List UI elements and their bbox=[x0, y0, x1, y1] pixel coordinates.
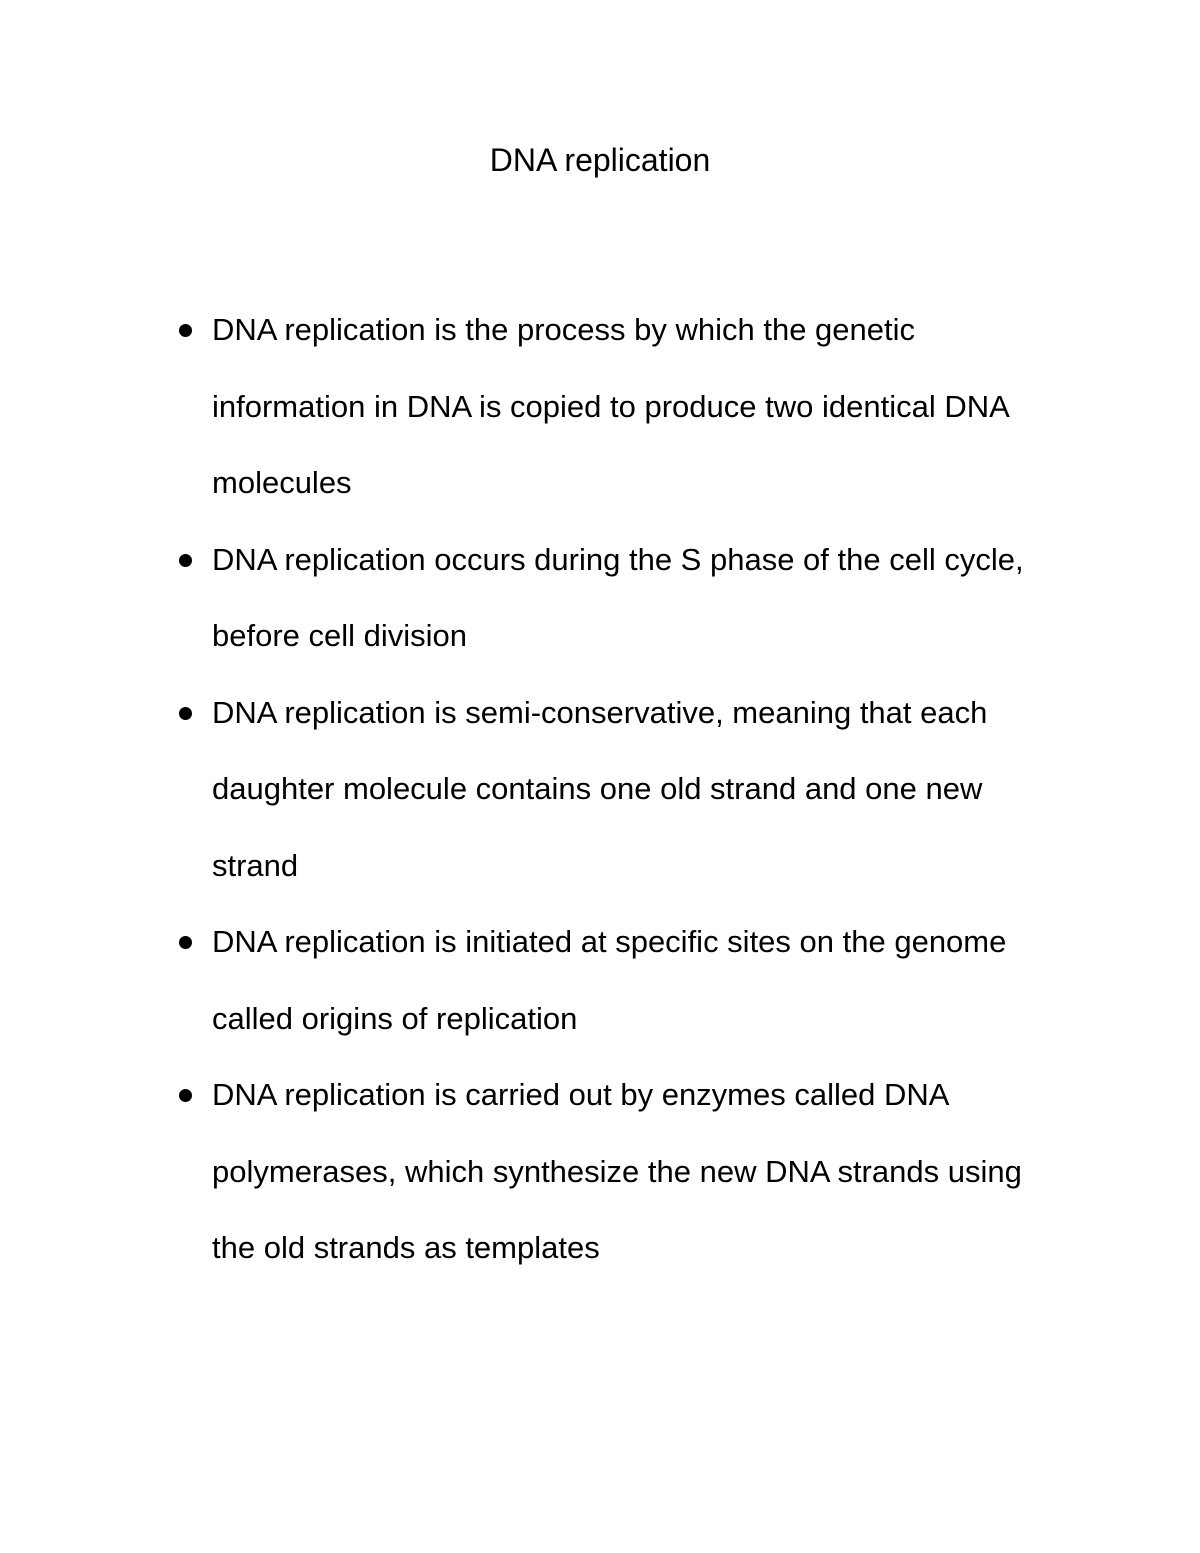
bullet-item bbox=[212, 904, 1072, 1057]
bullet-dot-icon bbox=[179, 707, 192, 720]
bullet-text: DNA replication is initiated at specific sites on the genome called origins of replication bbox=[212, 924, 1007, 1036]
bullet-text: DNA replication occurs during the S phase of the cell cycle, before cell division bbox=[212, 541, 1024, 653]
document-title: DNA replication bbox=[489, 142, 711, 178]
bullet-item bbox=[212, 292, 1072, 522]
bullet-text: DNA replication is carried out by enzymes called DNA polymerases, which synthesize the new DNA strands using the old strands as templates bbox=[212, 1077, 1022, 1265]
bullet-dot-icon bbox=[179, 324, 192, 337]
bullet-item bbox=[212, 1057, 1072, 1287]
bullet-list bbox=[212, 292, 1072, 1287]
bullet-dot-icon bbox=[179, 554, 192, 567]
bullet-dot-icon bbox=[179, 1089, 192, 1102]
bullet-item bbox=[212, 675, 1072, 905]
bullet-text: DNA replication is the process by which the genetic information in DNA is copied to produce two identical DNA molecules bbox=[212, 312, 1009, 500]
bullet-item bbox=[212, 522, 1072, 675]
bullet-text: DNA replication is semi-conservative, meaning that each daughter molecule contains one old strand and one new strand bbox=[212, 694, 988, 883]
bullet-dot-icon bbox=[179, 936, 192, 949]
